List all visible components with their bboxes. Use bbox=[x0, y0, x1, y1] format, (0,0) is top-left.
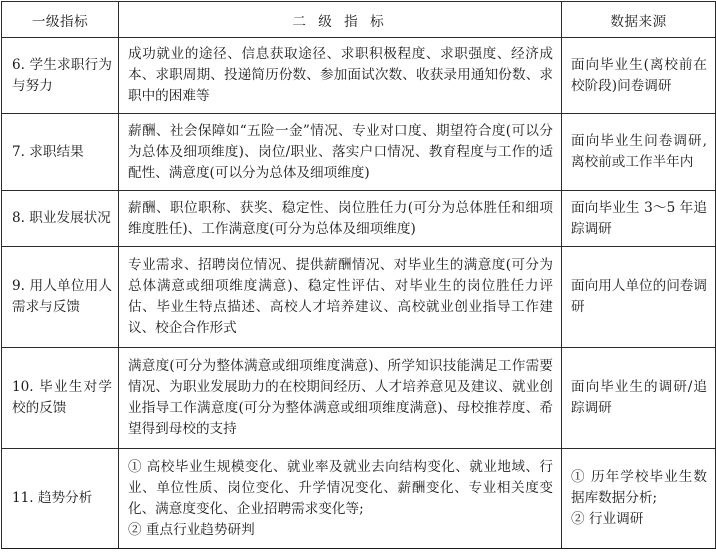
table-row bbox=[2, 114, 716, 191]
primary-indicator-cell: 11. 趋势分析 bbox=[2, 449, 119, 549]
header-primary-indicator: 一级指标 bbox=[2, 2, 119, 38]
primary-indicator-cell: 10. 毕业生对学校的反馈 bbox=[2, 348, 119, 449]
data-source-cell: 面向毕业生(离校前在校阶段)问卷调研 bbox=[562, 38, 716, 114]
data-source-cell: 面向毕业生 3～5 年追踪调研 bbox=[562, 191, 716, 247]
source-list-item: ② 行业调研 bbox=[571, 511, 644, 527]
table-row bbox=[2, 191, 716, 247]
table-row bbox=[2, 348, 716, 449]
table-row bbox=[2, 247, 716, 348]
secondary-indicator-cell bbox=[119, 449, 562, 549]
primary-indicator-cell: 6. 学生求职行为与努力 bbox=[2, 38, 119, 114]
table-header-row bbox=[2, 2, 716, 38]
table-row bbox=[2, 449, 716, 549]
data-source-cell: 面向毕业生的调研/追踪调研 bbox=[562, 348, 716, 449]
table-row bbox=[2, 38, 716, 114]
indicator-table bbox=[1, 1, 716, 549]
secondary-list-item: ① 高校毕业生规模变化、就业率及就业去向结构变化、就业地域、行业、单位性质、岗位变化、升学情况变化、薪酬变化、专业相关度变化、满意度变化、企业招聘需求变化等; bbox=[128, 458, 553, 517]
secondary-indicator-cell: 满意度(可分为整体满意或细项维度满意)、所学知识技能满足工作需要情况、为职业发展助力的在校期间经历、人才培养意见及建议、就业创业指导工作满意度(可分为整体满意或细项维度满意)、母校推荐度、希望得到母校的支持 bbox=[119, 348, 562, 449]
header-data-source: 数据来源 bbox=[562, 2, 716, 38]
data-source-cell: 面向毕业生问卷调研,离校前或工作半年内 bbox=[562, 114, 716, 191]
secondary-indicator-cell: 薪酬、职位职称、获奖、稳定性、岗位胜任力(可分为总体胜任和细项维度胜任)、工作满意度(可分为总体及细项维度) bbox=[119, 191, 562, 247]
source-list-item: ① 历年学校毕业生数据库数据分析; bbox=[571, 469, 707, 506]
data-source-cell: 面向用人单位的问卷调研 bbox=[562, 247, 716, 348]
secondary-list-item: ② 重点行业趋势研判 bbox=[128, 521, 255, 538]
secondary-indicator-cell: 成功就业的途径、信息获取途径、求职积极程度、求职强度、经济成本、求职周期、投递简历份数、参加面试次数、收获录用通知份数、求职中的困难等 bbox=[119, 38, 562, 114]
primary-indicator-cell: 9. 用人单位用人需求与反馈 bbox=[2, 247, 119, 348]
secondary-indicator-cell: 薪酬、社会保障如“五险一金”情况、专业对口度、期望符合度(可以分为总体及细项维度)、岗位/职业、落实户口情况、教育程度与工作的适配性、满意度(可以分为总体及细项维度) bbox=[119, 114, 562, 191]
primary-indicator-cell: 7. 求职结果 bbox=[2, 114, 119, 191]
secondary-indicator-cell: 专业需求、招聘岗位情况、提供薪酬情况、对毕业生的满意度(可分为总体满意或细项维度满意)、稳定性评估、对毕业生的岗位胜任力评估、毕业生特点描述、高校人才培养建议、高校就业创业指导工作建议、校企合作形式 bbox=[119, 247, 562, 348]
header-secondary-indicator: 二 级 指 标 bbox=[119, 2, 562, 38]
primary-indicator-cell: 8. 职业发展状况 bbox=[2, 191, 119, 247]
data-source-cell bbox=[562, 449, 716, 549]
